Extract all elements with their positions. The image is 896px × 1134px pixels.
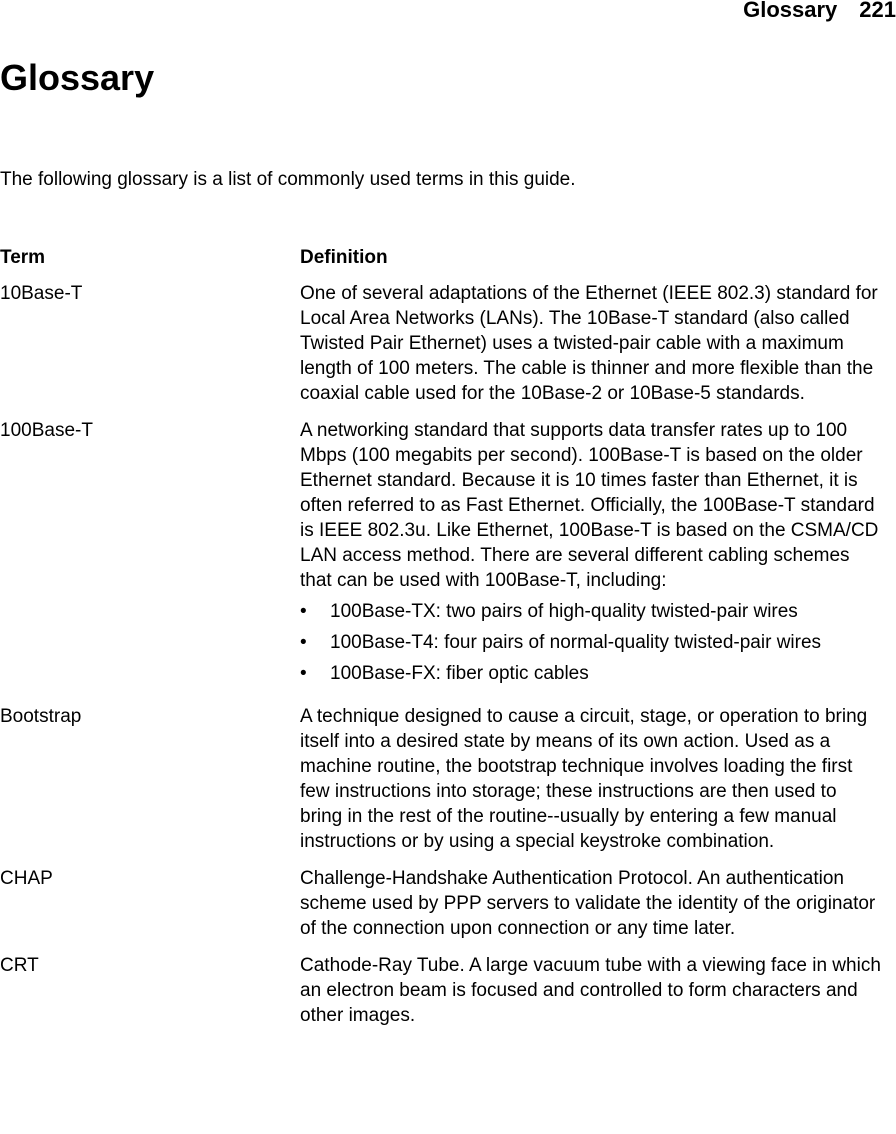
definition-column-header: Definition: [300, 247, 388, 268]
definition-cell: [300, 418, 884, 692]
term-cell: CHAP: [0, 868, 53, 889]
term-cell: 10Base-T: [0, 283, 83, 304]
page-number: 221: [859, 0, 896, 22]
running-header-section: Glossary: [743, 0, 838, 22]
table-header: [0, 245, 884, 281]
definition-text: Challenge-Handshake Authentication Protocol. An authentication scheme used by PPP servers to validate the identity of the originator of the connection upon connection or any time later.: [300, 868, 876, 939]
definition-cell: [300, 281, 884, 406]
bullet-marker: •: [300, 663, 307, 684]
intro-paragraph: The following glossary is a list of commonly used terms in this guide.: [0, 169, 576, 190]
term-cell: Bootstrap: [0, 706, 82, 727]
bullet-text: 100Base-FX: fiber optic cables: [330, 663, 589, 684]
definition-cell: [300, 704, 884, 854]
definition-text: Cathode-Ray Tube. A large vacuum tube with a viewing face in which an electron beam is focused and controlled to form characters and other images.: [300, 955, 881, 1026]
definition-cell: [300, 953, 884, 1028]
definition-text: A technique designed to cause a circuit, stage, or operation to bring itself into a desired state by means of its own action. Used as a machine routine, the bootstrap technique involves loading the first few instructions into storage; these instructions are then used to bring in the rest of the routine--usually by entering a few manual instructions or by using a special keystroke combination.: [300, 706, 868, 852]
bullet-item: [300, 599, 884, 624]
bullet-marker: •: [300, 601, 307, 622]
term-cell: CRT: [0, 955, 39, 976]
table-row: [0, 704, 884, 854]
bullet-item: [300, 661, 884, 686]
glossary-table: [0, 245, 884, 1040]
bullet-text: 100Base-TX: two pairs of high-quality twisted-pair wires: [330, 601, 798, 622]
bullet-list: [300, 599, 884, 686]
running-header: [743, 0, 896, 24]
bullet-item: [300, 630, 884, 655]
table-row: [0, 418, 884, 692]
page-title: Glossary: [0, 57, 155, 98]
table-row: [0, 281, 884, 406]
bullet-marker: •: [300, 632, 307, 653]
table-row: [0, 953, 884, 1028]
bullet-text: 100Base-T4: four pairs of normal-quality twisted-pair wires: [330, 632, 822, 653]
definition-cell: [300, 866, 884, 941]
table-row: [0, 866, 884, 941]
term-column-header: Term: [0, 247, 46, 268]
definition-text: One of several adaptations of the Ethernet (IEEE 802.3) standard for Local Area Networks (LANs). The 10Base-T standard (also called Twisted Pair Ethernet) uses a twisted-pair cable with a maximum length of 100 meters. The cable is thinner and more flexible than the coaxial cable used for the 10Base-2 or 10Base-5 standards.: [300, 283, 878, 404]
definition-text: A networking standard that supports data transfer rates up to 100 Mbps (100 megabits per second). 100Base-T is based on the older Ethernet standard. Because it is 10 times faster than Ethernet, it is often referred to as Fast Ethernet. Officially, the 100Base-T standard is IEEE 802.3u. Like Ethernet, 100Base-T is based on the CSMA/CD LAN access method. There are several different cabling schemes that can be used with 100Base-T, including:: [300, 420, 879, 591]
term-cell: 100Base-T: [0, 420, 93, 441]
